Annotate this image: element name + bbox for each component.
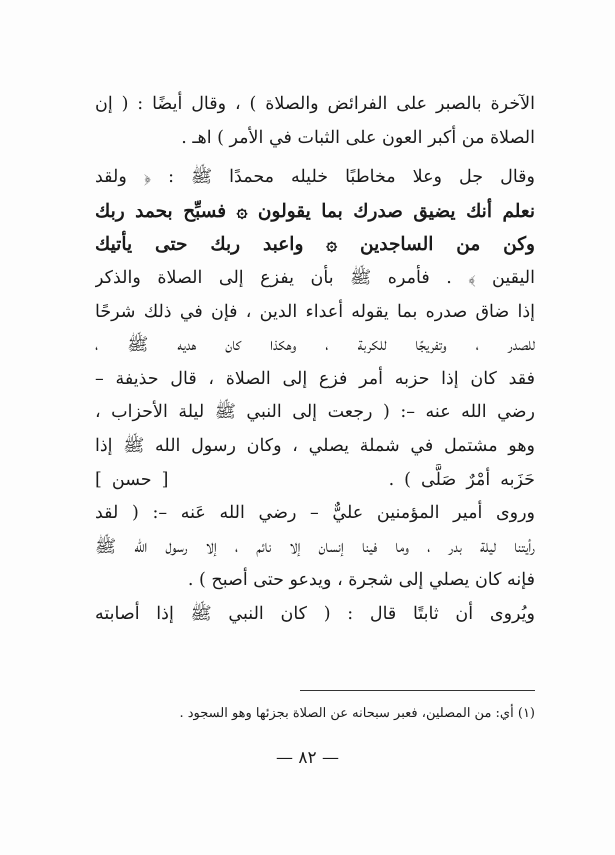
text-line-8: للصدر ، وتفريجًا للكربة ، وهكذا كان هديه ﷺ ، <box>95 335 535 356</box>
text-line-3: وقال جل وعلا مخاطبًا خليله محمدًا ﷺ : ﴿ ولقد <box>95 167 535 188</box>
text-line-13: وروى أمير المؤمنين عليٌّ – رضي الله عَنه –: ( لقد <box>95 503 535 524</box>
text-line-4-quran: نعلم أنك يضيق صدرك بما يقولون ۞ فسبِّح بحمد ربك <box>95 200 535 222</box>
text-line-7: إذا ضاق صدره بما يقوله أعداء الدين ، فإن في ذلك شرحًا <box>95 301 535 322</box>
text-line-14: رأيتنا ليلة بدر ، وما فينا إنسان إلا نائم ، إلا رسول الله ﷺ <box>95 536 535 557</box>
body-text <box>95 88 535 632</box>
text-line-16: ويُروى أن ثابتًا قال : ( كان النبي ﷺ إذا أصابته <box>95 603 535 624</box>
text-line-12 <box>95 464 535 498</box>
text-line-15: فإنه كان يصلي إلى شجرة ، ويدعو حتى أصبح ) . <box>187 570 535 591</box>
text-line-12-text: حَزَبه أمْرٌ صَلَّى ) . <box>388 469 535 490</box>
footnote-separator <box>300 690 535 691</box>
footnote: (١) أي: من المصلين، فعبر سبحانه عن الصلاة بجزئها وهو السجود . <box>179 706 535 721</box>
hadith-grade: [ حسن ] <box>95 469 169 490</box>
text-line-1: الآخرة بالصبر على الفرائض والصلاة ) ، وقال أيضًا : ( إن <box>95 94 535 114</box>
text-line-6: اليقين ﴾ . فأمره ﷺ بأن يفزع إلى الصلاة والذكر <box>95 267 535 288</box>
text-line-10: رضي الله عنه –: ( رجعت إلى النبي ﷺ ليلة الأحزاب ، <box>95 402 535 423</box>
text-line-5-quran <box>95 228 535 262</box>
text-line-5-part: وكن من الساجدين ۞ واعبد ربك حتى يأتيك <box>95 234 535 256</box>
text-line-11: وهو مشتمل في شملة يصلي ، وكان رسول الله ﷺ إذا <box>95 435 535 456</box>
text-line-9: فقد كان إذا حزبه أمر فزع إلى الصلاة ، قال حذيفة – <box>95 368 535 389</box>
text-line-2: الصلاة من أكبر العون على الثبات في الأمر ) اهـ . <box>181 127 535 148</box>
page-number: — ٨٢ — <box>275 748 340 768</box>
